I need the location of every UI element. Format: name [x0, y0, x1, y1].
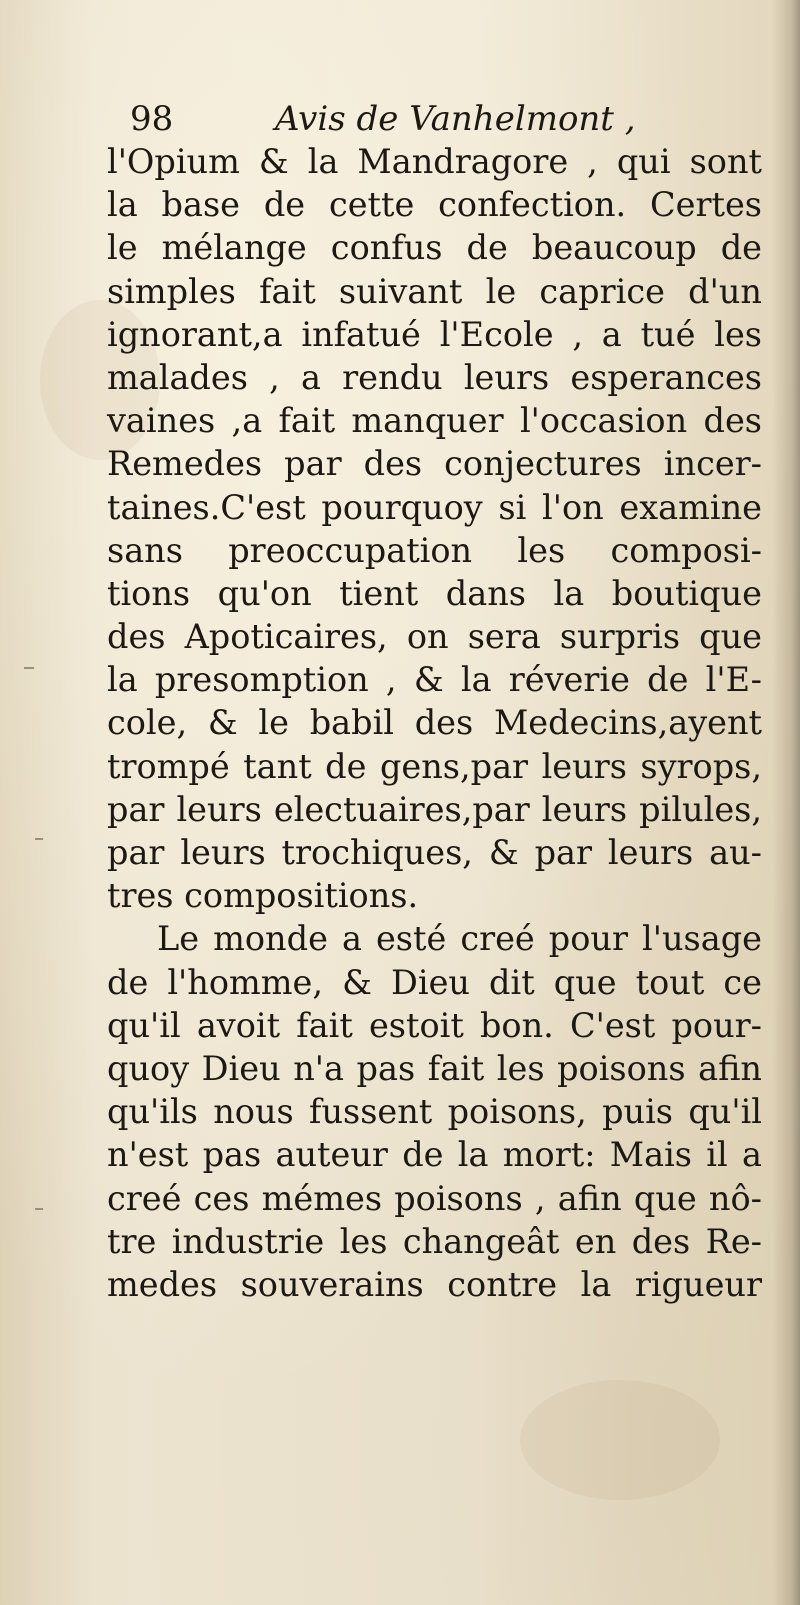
- text-line: creé ces mémes poisons , afin que nô-: [107, 1178, 762, 1218]
- text-line: trompé tant de gens,par leurs syrops,: [107, 746, 762, 786]
- text-line: medes souverains contre la rigueur: [107, 1264, 762, 1304]
- margin-mark: [35, 838, 43, 840]
- text-line: qu'il avoit fait estoit bon. C'est pour-: [107, 1005, 762, 1045]
- text-line: la presomption , & la réverie de l'E-: [107, 660, 762, 700]
- text-line: par leurs trochiques, & par leurs au-: [107, 833, 762, 872]
- margin-mark: [35, 1208, 43, 1210]
- running-head: Avis de Vanhelmont ,: [275, 99, 636, 139]
- text-line: quoy Dieu n'a pas fait les poisons afin: [107, 1048, 762, 1088]
- text-line: la base de cette confection. Certes: [107, 185, 762, 225]
- text-line: le mélange confus de beaucoup de: [107, 228, 762, 268]
- text-line: par leurs electuaires,par leurs pilules,: [107, 789, 762, 829]
- text-line: l'Opium & la Mandragore , qui sont: [107, 142, 762, 181]
- page-number: 98: [130, 99, 174, 139]
- text-line: Le monde a esté creé pour l'usage: [157, 919, 762, 959]
- text-line: vaines ,a fait manquer l'occasion des: [107, 401, 762, 441]
- paper-stain: [520, 1380, 720, 1500]
- page-header: [130, 96, 770, 142]
- text-line: tres compositions.: [107, 876, 419, 916]
- text-line: simples fait suivant le caprice d'un: [107, 271, 762, 311]
- text-line: tre industrie les changeât en des Re-: [107, 1221, 762, 1261]
- body-text: [107, 140, 762, 1306]
- text-line: taines.C'est pourquoy si l'on examine: [107, 487, 762, 527]
- text-line: qu'ils nous fussent poisons, puis qu'il: [107, 1092, 762, 1132]
- text-line: cole, & le babil des Medecins,ayent: [107, 703, 762, 743]
- text-line: tions qu'on tient dans la boutique: [107, 573, 762, 613]
- text-line: ignorant,a infatué l'Ecole , a tué les: [107, 314, 762, 354]
- page-edge-shadow: [772, 0, 800, 1605]
- margin-mark: [24, 667, 34, 669]
- text-line: sans preoccupation les composi-: [107, 530, 762, 570]
- text-line: malades , a rendu leurs esperances: [107, 357, 762, 397]
- text-line: des Apoticaires, on sera surpris que: [107, 617, 762, 657]
- text-line: Remedes par des conjectures incer-: [107, 444, 762, 484]
- text-line: n'est pas auteur de la mort: Mais il a: [107, 1135, 762, 1175]
- text-line: de l'homme, & Dieu dit que tout ce: [107, 962, 762, 1002]
